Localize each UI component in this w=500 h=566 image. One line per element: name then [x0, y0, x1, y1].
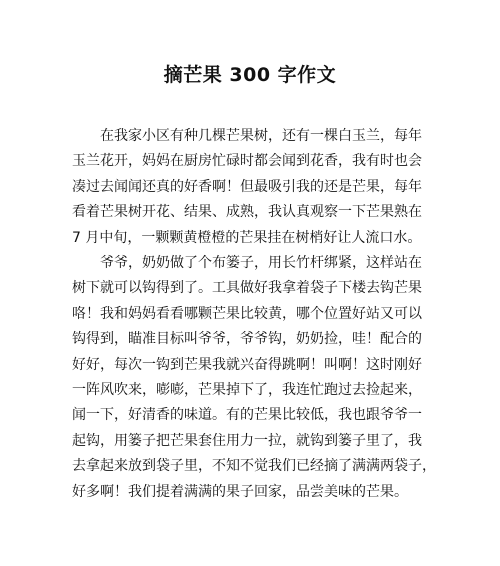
page-title: 摘芒果 300 字作文: [163, 64, 337, 86]
text-line: 好好，每次一钩到芒果我就兴奋得跳啊！叫啊！这时刚好: [72, 356, 422, 373]
text-line: 树下就可以钩得到了。工具做好我拿着袋子下楼去钩芒果: [72, 280, 422, 297]
text-line: 起钩，用篓子把芒果套住用力一拉，就钩到篓子里了，我: [72, 432, 422, 449]
text-line: 咯！我和妈妈看看哪颗芒果比较黄，哪个位置好站又可以: [72, 305, 422, 322]
text-line: 凑过去闻闻还真的好香啊！但最吸引我的还是芒果，每年: [72, 178, 422, 195]
text-line: 钩得到，瞄准目标叫爷爷，爷爷钩，奶奶捡，哇！配合的: [72, 331, 422, 348]
text-line: 去拿起来放到袋子里，不知不觉我们已经摘了满满两袋子，: [72, 458, 436, 475]
text-line: 玉兰花开，妈妈在厨房忙碌时都会闻到花香，我有时也会: [72, 153, 422, 170]
paragraph-2: [72, 251, 436, 505]
text-line: 看着芒果树开花、结果、成熟，我认真观察一下芒果熟在: [72, 204, 422, 221]
text-line: 一阵风吹来，嘭嘭，芒果掉下了，我连忙跑过去捡起来，: [72, 381, 422, 398]
text-line: 爷爷，奶奶做了个布篓子，用长竹杆绑紧，这样站在: [100, 255, 422, 271]
text-line: 好多啊！我们提着满满的果子回家，品尝美味的芒果。: [72, 483, 408, 500]
paragraph-1: [72, 124, 432, 251]
text-line: 7 月中旬，一颗颗黄橙橙的芒果挂在树梢好让人流口水。: [72, 229, 422, 246]
text-line: 闻一下，好清香的味道。有的芒果比较低，我也跟爷爷一: [72, 407, 422, 424]
text-line: 在我家小区有种几棵芒果树，还有一棵白玉兰，每年: [100, 128, 422, 144]
